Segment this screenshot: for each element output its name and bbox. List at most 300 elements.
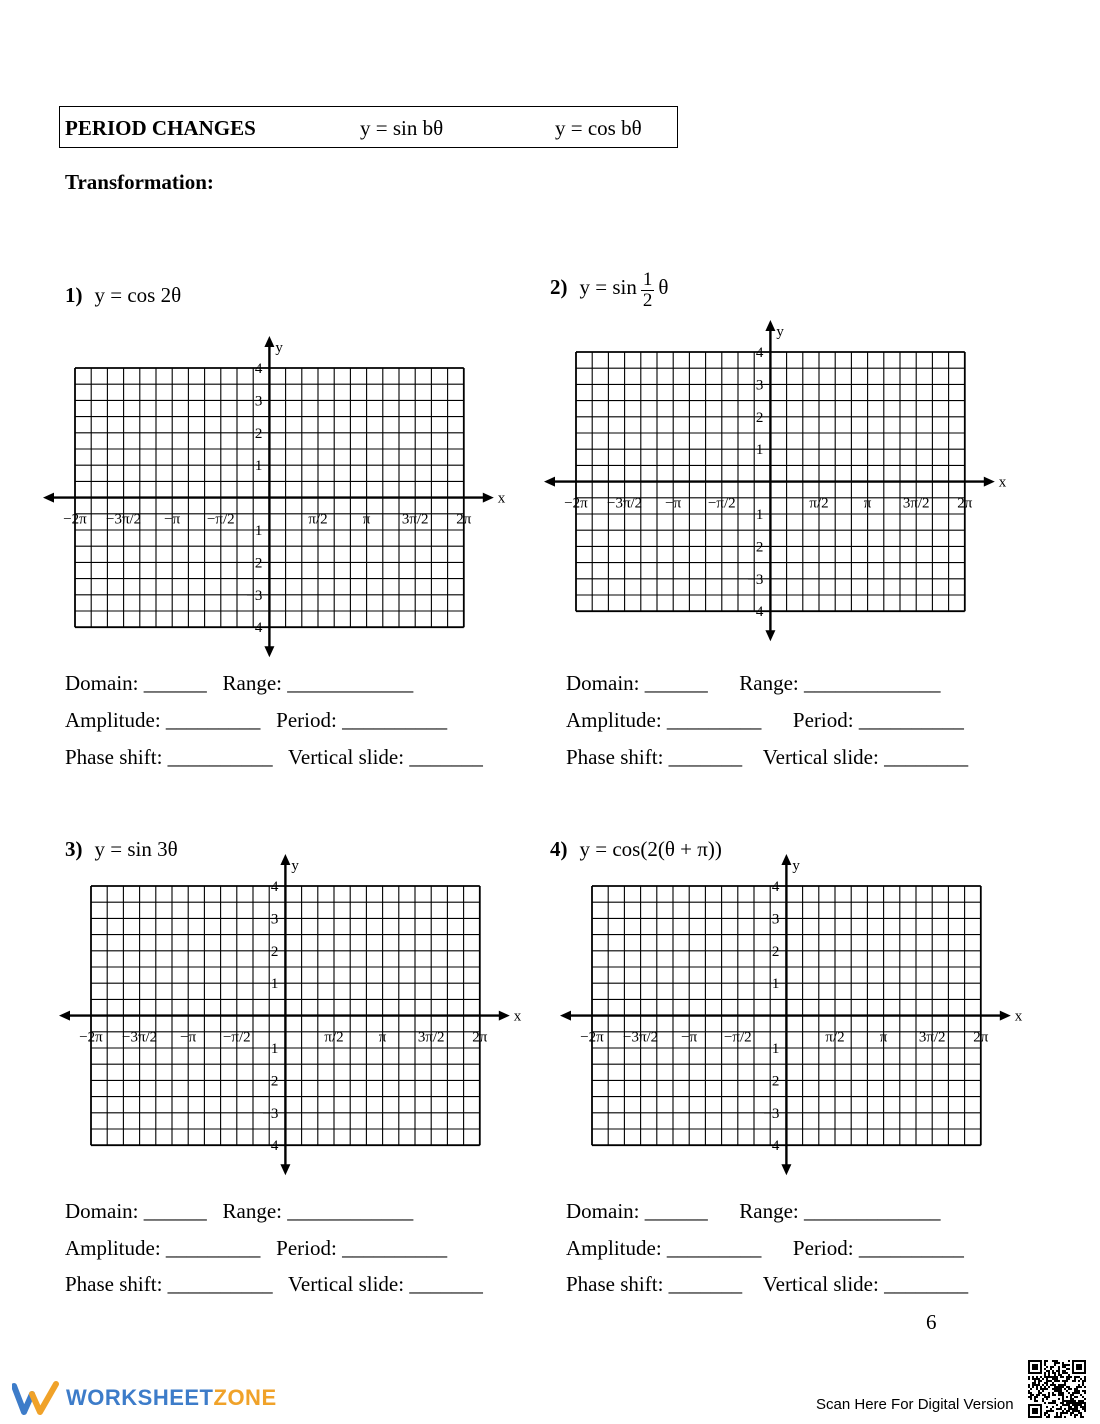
fraction	[641, 270, 655, 311]
qr-module	[1068, 1386, 1070, 1388]
qr-module	[1064, 1404, 1066, 1406]
qr-module	[1056, 1412, 1058, 1414]
qr-module	[1054, 1384, 1056, 1386]
qr-module	[1042, 1398, 1044, 1400]
qr-module	[1054, 1394, 1056, 1396]
qr-module	[1044, 1376, 1046, 1378]
qr-module	[1052, 1382, 1054, 1384]
qr-module	[1042, 1400, 1044, 1402]
qr-module	[1040, 1380, 1042, 1382]
y-tick-label: −4	[246, 620, 263, 637]
qr-module	[1028, 1396, 1030, 1398]
qr-module	[1080, 1404, 1082, 1406]
qr-module	[1054, 1416, 1056, 1418]
y-tick-label: 2	[254, 425, 263, 442]
qr-module	[1062, 1364, 1064, 1366]
qr-module	[1078, 1384, 1080, 1386]
qr-module	[1072, 1402, 1074, 1404]
qr-code-icon[interactable]	[1028, 1360, 1086, 1418]
qr-module	[1074, 1390, 1076, 1392]
y-tick-label: −3	[747, 571, 764, 588]
qr-module	[1046, 1396, 1048, 1398]
y-tick-label: −3	[246, 587, 263, 604]
qr-module	[1072, 1380, 1074, 1382]
phase-vertical-line-1[interactable]: Phase shift: __________ Vertical slide: _______	[65, 745, 483, 769]
qr-module	[1084, 1380, 1086, 1382]
qr-module	[1036, 1386, 1038, 1388]
qr-module	[1078, 1400, 1080, 1402]
qr-module	[1030, 1388, 1032, 1390]
qr-module	[1072, 1404, 1074, 1406]
qr-module	[1076, 1392, 1078, 1394]
qr-module	[1082, 1384, 1084, 1386]
qr-module	[1028, 1386, 1030, 1388]
qr-module	[1070, 1398, 1072, 1400]
qr-module	[1036, 1396, 1038, 1398]
qr-module	[1052, 1372, 1054, 1374]
qr-module	[1058, 1372, 1060, 1374]
qr-module	[1066, 1412, 1068, 1414]
qr-module	[1036, 1400, 1038, 1402]
x-tick-label: −π/2	[723, 1029, 752, 1046]
qr-module	[1040, 1404, 1042, 1418]
qr-module	[1062, 1400, 1064, 1402]
problem-1-heading	[65, 283, 181, 308]
qr-module	[1048, 1402, 1050, 1404]
qr-module	[1058, 1366, 1060, 1368]
qr-module	[1044, 1374, 1046, 1376]
qr-module	[1062, 1404, 1064, 1406]
qr-module	[1078, 1410, 1080, 1412]
qr-module	[1050, 1384, 1052, 1386]
qr-module	[1070, 1394, 1072, 1396]
qr-module	[1074, 1408, 1076, 1410]
qr-module	[1028, 1360, 1030, 1374]
x-axis-arrow-left-icon	[59, 1011, 70, 1021]
worksheetzone-logo-icon	[12, 1380, 62, 1416]
qr-module	[1032, 1376, 1034, 1378]
amplitude-period-line-3[interactable]: Amplitude: _________ Period: __________	[65, 1236, 448, 1260]
problem-number: 4)	[550, 837, 568, 861]
qr-module	[1028, 1376, 1030, 1378]
qr-module	[1048, 1396, 1050, 1398]
graph-problem-1	[40, 330, 520, 660]
x-tick-label: −π/2	[707, 495, 736, 512]
y-tick-label: 3	[270, 911, 279, 928]
qr-module	[1058, 1362, 1060, 1364]
qr-module	[1038, 1394, 1040, 1396]
qr-module	[1048, 1416, 1050, 1418]
qr-module	[1080, 1386, 1082, 1388]
sin-general-equation: y = sin bθ	[360, 116, 444, 140]
qr-module	[1058, 1392, 1060, 1394]
brand-name	[66, 1385, 277, 1411]
qr-module	[1038, 1380, 1040, 1382]
qr-module	[1054, 1362, 1056, 1364]
x-tick-label: π	[378, 1029, 387, 1046]
qr-module	[1060, 1394, 1062, 1396]
qr-module	[1064, 1370, 1066, 1372]
qr-module	[1038, 1390, 1040, 1392]
qr-module	[1082, 1402, 1084, 1404]
qr-module	[1070, 1408, 1072, 1410]
qr-module	[1066, 1410, 1068, 1412]
qr-module	[1034, 1380, 1036, 1382]
problem-number: 3)	[65, 837, 83, 861]
qr-module	[1068, 1388, 1070, 1390]
y-tick-label: −4	[763, 1138, 780, 1155]
qr-module	[1056, 1408, 1058, 1410]
qr-module	[1048, 1376, 1050, 1378]
qr-module	[1054, 1380, 1056, 1382]
y-tick-label: −3	[763, 1105, 780, 1122]
qr-module	[1046, 1382, 1048, 1384]
problem-2-heading	[550, 270, 668, 311]
qr-module	[1066, 1404, 1068, 1406]
x-tick-label: 3π/2	[918, 1029, 946, 1046]
qr-module	[1074, 1414, 1076, 1416]
qr-module	[1056, 1404, 1058, 1406]
x-tick-label: 2π	[957, 495, 973, 512]
qr-module	[1082, 1400, 1084, 1402]
x-axis-arrow-left-icon	[43, 493, 54, 503]
qr-module	[1074, 1388, 1076, 1390]
graph-problem-4	[557, 848, 1037, 1178]
qr-module	[1064, 1372, 1066, 1374]
qr-module	[1084, 1404, 1086, 1406]
qr-module	[1028, 1360, 1042, 1362]
qr-module	[1028, 1392, 1030, 1394]
qr-module	[1048, 1380, 1050, 1382]
qr-module	[1072, 1360, 1074, 1374]
qr-module	[1070, 1396, 1072, 1398]
x-tick-label: −π	[180, 1029, 197, 1046]
x-tick-label: π	[879, 1029, 888, 1046]
x-axis-label: x	[513, 1008, 522, 1025]
fraction-numerator: 1	[642, 269, 653, 290]
qr-module	[1062, 1370, 1064, 1372]
qr-module	[1082, 1396, 1084, 1398]
qr-module	[1080, 1406, 1082, 1408]
qr-module	[1060, 1406, 1062, 1408]
qr-module	[1074, 1416, 1076, 1418]
qr-module	[1062, 1386, 1064, 1388]
qr-module	[1032, 1364, 1038, 1370]
scan-caption: Scan Here For Digital Version	[816, 1396, 1014, 1413]
phase-vertical-line-2[interactable]: Phase shift: _______ Vertical slide: ________	[566, 745, 969, 769]
y-tick-label: 2	[755, 409, 764, 426]
qr-module	[1038, 1384, 1040, 1386]
qr-module	[1046, 1380, 1048, 1382]
qr-module	[1060, 1412, 1062, 1414]
qr-module	[1084, 1386, 1086, 1388]
phase-vertical-line-3[interactable]: Phase shift: __________ Vertical slide: _______	[65, 1272, 483, 1296]
qr-module	[1052, 1402, 1054, 1404]
qr-module	[1034, 1398, 1036, 1400]
qr-module	[1046, 1410, 1048, 1412]
x-axis-arrow-right-icon	[483, 493, 494, 503]
amplitude-period-line-1[interactable]: Amplitude: _________ Period: __________	[65, 708, 448, 732]
qr-module	[1040, 1376, 1042, 1378]
qr-module	[1048, 1386, 1050, 1388]
qr-module	[1044, 1394, 1046, 1396]
qr-module	[1078, 1404, 1080, 1406]
qr-module	[1028, 1416, 1042, 1418]
qr-module	[1056, 1416, 1058, 1418]
qr-module	[1036, 1378, 1038, 1380]
y-tick-label: 1	[755, 442, 764, 459]
qr-module	[1080, 1394, 1082, 1396]
qr-module	[1056, 1360, 1058, 1362]
y-tick-label: 1	[270, 976, 279, 993]
y-tick-label: 2	[270, 943, 279, 960]
qr-module	[1060, 1390, 1062, 1392]
qr-module	[1068, 1374, 1070, 1376]
qr-module	[1050, 1366, 1052, 1368]
qr-module	[1028, 1404, 1030, 1418]
qr-module	[1034, 1382, 1036, 1384]
phase-vertical-line-4[interactable]: Phase shift: _______ Vertical slide: ________	[566, 1272, 969, 1296]
qr-module	[1060, 1376, 1062, 1378]
y-axis-arrow-down-icon	[765, 630, 775, 641]
qr-module	[1052, 1388, 1054, 1390]
qr-module	[1064, 1382, 1066, 1384]
domain-range-line-3[interactable]: Domain: ______ Range: ____________	[65, 1199, 414, 1223]
qr-module	[1044, 1388, 1046, 1390]
qr-module	[1066, 1386, 1068, 1388]
qr-module	[1082, 1390, 1084, 1392]
qr-module	[1052, 1376, 1054, 1378]
qr-module	[1034, 1378, 1036, 1380]
qr-module	[1052, 1366, 1054, 1368]
brand-part-1: WORKSHEET	[66, 1385, 214, 1410]
qr-module	[1046, 1406, 1048, 1408]
qr-module	[1068, 1368, 1070, 1370]
qr-module	[1060, 1416, 1062, 1418]
qr-module	[1074, 1410, 1076, 1412]
x-tick-label: 3π/2	[902, 495, 930, 512]
x-tick-label: π/2	[308, 511, 328, 528]
x-tick-label: 2π	[456, 511, 472, 528]
qr-module	[1034, 1400, 1036, 1402]
qr-module	[1044, 1414, 1046, 1416]
qr-module	[1048, 1394, 1050, 1396]
qr-module	[1054, 1388, 1056, 1390]
worksheet-title: PERIOD CHANGES	[65, 116, 256, 140]
qr-module	[1082, 1382, 1084, 1384]
qr-module	[1032, 1394, 1034, 1396]
qr-module	[1056, 1388, 1058, 1390]
qr-module	[1044, 1368, 1046, 1370]
x-axis-arrow-left-icon	[560, 1011, 571, 1021]
x-tick-label: 3π/2	[401, 511, 429, 528]
qr-module	[1068, 1364, 1070, 1366]
qr-module	[1032, 1378, 1034, 1380]
domain-range-line-2[interactable]: Domain: ______ Range: _____________	[566, 671, 941, 695]
qr-module	[1066, 1372, 1068, 1374]
qr-module	[1068, 1404, 1070, 1406]
qr-module	[1066, 1364, 1068, 1366]
x-tick-label: −2π	[63, 511, 87, 528]
x-axis-arrow-right-icon	[984, 477, 995, 487]
qr-module	[1050, 1380, 1052, 1382]
qr-module	[1078, 1412, 1080, 1414]
qr-module	[1046, 1398, 1048, 1400]
qr-module	[1060, 1414, 1062, 1416]
qr-module	[1038, 1378, 1040, 1380]
qr-module	[1084, 1390, 1086, 1392]
qr-module	[1060, 1392, 1062, 1394]
qr-module	[1046, 1366, 1048, 1368]
qr-module	[1072, 1398, 1074, 1400]
qr-module	[1046, 1388, 1048, 1390]
qr-module	[1082, 1416, 1084, 1418]
y-tick-label: 1	[254, 458, 263, 475]
qr-module	[1030, 1398, 1032, 1400]
qr-module	[1058, 1390, 1060, 1392]
qr-module	[1042, 1390, 1044, 1392]
qr-module	[1072, 1394, 1074, 1396]
qr-module	[1048, 1372, 1050, 1374]
qr-module	[1062, 1376, 1064, 1378]
qr-module	[1076, 1364, 1082, 1370]
qr-module	[1070, 1376, 1072, 1378]
domain-range-line-4[interactable]: Domain: ______ Range: _____________	[566, 1199, 941, 1223]
qr-module	[1062, 1412, 1064, 1414]
qr-module	[1046, 1360, 1048, 1362]
qr-module	[1056, 1386, 1058, 1388]
qr-module	[1058, 1386, 1060, 1388]
qr-module	[1040, 1386, 1042, 1388]
qr-module	[1074, 1404, 1076, 1406]
qr-module	[1052, 1400, 1054, 1402]
qr-module	[1062, 1392, 1064, 1394]
x-tick-label: π/2	[825, 1029, 845, 1046]
qr-module	[1038, 1382, 1040, 1384]
qr-module	[1076, 1402, 1078, 1404]
qr-module	[1044, 1412, 1046, 1414]
qr-module	[1050, 1402, 1052, 1404]
y-axis-arrow-down-icon	[280, 1164, 290, 1175]
qr-module	[1066, 1390, 1068, 1392]
qr-module	[1074, 1378, 1076, 1380]
y-tick-label: 4	[254, 361, 263, 377]
y-axis-arrow-down-icon	[264, 646, 274, 657]
x-tick-label: −3π/2	[606, 495, 643, 512]
qr-module	[1030, 1396, 1032, 1398]
qr-module	[1072, 1412, 1074, 1414]
qr-module	[1068, 1402, 1070, 1404]
qr-module	[1054, 1360, 1056, 1362]
y-axis-label: y	[275, 340, 283, 356]
qr-module	[1076, 1390, 1078, 1392]
qr-module	[1082, 1380, 1084, 1382]
qr-module	[1068, 1400, 1070, 1402]
x-axis-arrow-left-icon	[544, 477, 555, 487]
qr-module	[1062, 1396, 1064, 1398]
qr-module	[1070, 1400, 1072, 1402]
qr-module	[1072, 1392, 1074, 1394]
qr-module	[1044, 1386, 1046, 1388]
qr-module	[1040, 1360, 1042, 1374]
qr-module	[1052, 1394, 1054, 1396]
qr-module	[1062, 1372, 1064, 1374]
qr-module	[1048, 1370, 1050, 1372]
qr-module	[1064, 1412, 1066, 1414]
y-tick-label: 3	[755, 377, 764, 394]
x-tick-label: −3π/2	[105, 511, 142, 528]
problem-equation: y = cos 2θ	[94, 283, 182, 307]
x-tick-label: 2π	[973, 1029, 989, 1046]
qr-module	[1080, 1402, 1082, 1404]
qr-module	[1064, 1384, 1066, 1386]
qr-module	[1028, 1390, 1030, 1392]
qr-module	[1060, 1408, 1062, 1410]
qr-module	[1056, 1370, 1058, 1372]
qr-module	[1052, 1378, 1054, 1380]
y-axis-arrow-up-icon	[280, 854, 290, 865]
qr-module	[1050, 1368, 1052, 1370]
qr-module	[1058, 1374, 1060, 1376]
amplitude-period-line-4[interactable]: Amplitude: _________ Period: __________	[566, 1236, 964, 1260]
y-tick-label: −2	[246, 555, 263, 572]
qr-module	[1044, 1364, 1046, 1366]
problem-equation-suffix: θ	[658, 275, 669, 300]
qr-module	[1036, 1376, 1038, 1378]
x-tick-label: 3π/2	[417, 1029, 445, 1046]
qr-module	[1034, 1384, 1036, 1386]
qr-module	[1044, 1396, 1046, 1398]
qr-module	[1080, 1412, 1082, 1414]
qr-module	[1066, 1378, 1068, 1380]
qr-module	[1078, 1376, 1080, 1378]
amplitude-period-line-2[interactable]: Amplitude: _________ Period: __________	[566, 708, 964, 732]
qr-module	[1080, 1416, 1082, 1418]
qr-module	[1042, 1384, 1044, 1386]
qr-module	[1074, 1380, 1076, 1382]
qr-module	[1054, 1386, 1056, 1388]
y-tick-label: 3	[771, 911, 780, 928]
qr-module	[1028, 1404, 1042, 1406]
qr-module	[1058, 1398, 1060, 1400]
x-axis-label: x	[998, 474, 1007, 491]
graph-problem-3	[56, 848, 536, 1178]
qr-module	[1058, 1408, 1060, 1410]
problem-number: 2)	[550, 275, 568, 300]
x-tick-label: π	[362, 511, 371, 528]
qr-module	[1082, 1408, 1084, 1410]
problem-equation: y = cos(2(θ + π))	[579, 837, 722, 861]
x-tick-label: −2π	[564, 495, 588, 512]
qr-module	[1042, 1394, 1044, 1396]
qr-module	[1076, 1396, 1078, 1398]
y-tick-label: −2	[262, 1073, 279, 1090]
qr-module	[1074, 1406, 1076, 1408]
qr-module	[1072, 1400, 1074, 1402]
brand-part-2: ZONE	[213, 1385, 277, 1410]
qr-module	[1044, 1372, 1046, 1374]
x-tick-label: −3π/2	[622, 1029, 659, 1046]
domain-range-line-1[interactable]: Domain: ______ Range: ____________	[65, 671, 414, 695]
qr-module	[1052, 1360, 1054, 1362]
qr-module	[1056, 1362, 1058, 1364]
qr-module	[1074, 1400, 1076, 1402]
qr-module	[1060, 1384, 1062, 1386]
x-axis-label: x	[1014, 1008, 1023, 1025]
qr-module	[1054, 1390, 1056, 1392]
qr-module	[1050, 1376, 1052, 1378]
qr-module	[1076, 1386, 1078, 1388]
